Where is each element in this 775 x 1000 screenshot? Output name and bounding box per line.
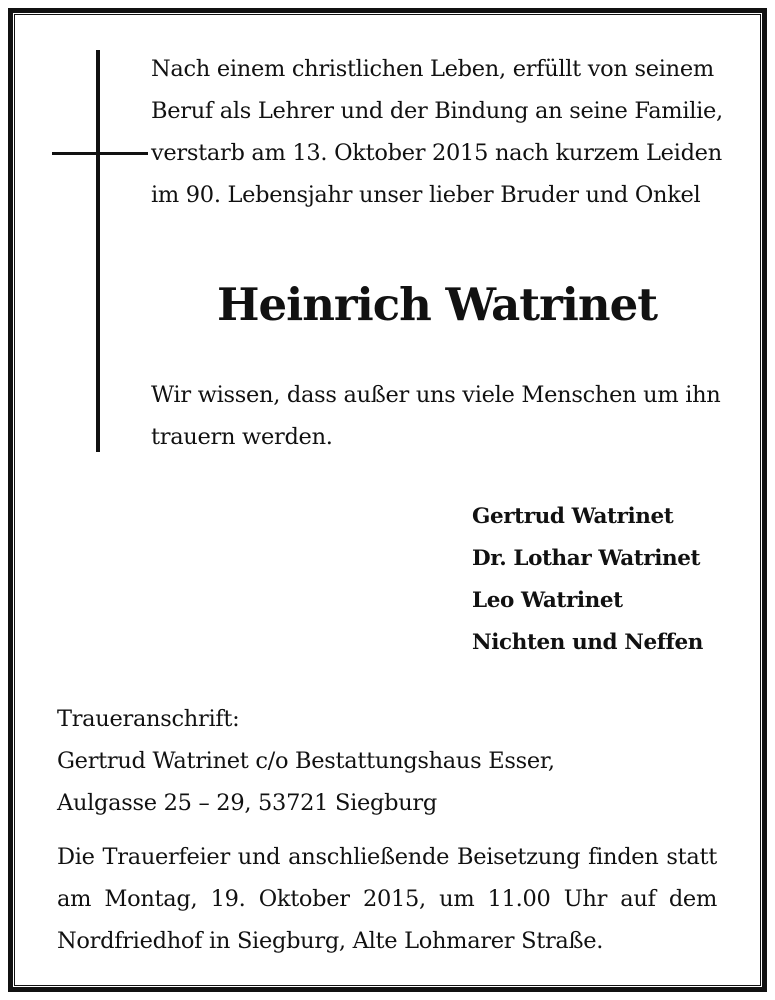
address-label: Traueranschrift: <box>57 706 240 732</box>
mourner-name: Gertrud Watrinet <box>472 504 674 529</box>
service-line: Nordfriedhof in Siegburg, Alte Lohmarer Straße. <box>57 928 604 954</box>
sentence-line: trauern werden. <box>151 424 333 450</box>
mourner-name: Dr. Lothar Watrinet <box>472 546 701 571</box>
sentence-line: Wir wissen, dass außer uns viele Menschen um ihn <box>151 382 721 408</box>
intro-paragraph <box>151 48 731 216</box>
mourner-name: Nichten und Neffen <box>472 630 703 655</box>
service-line: am Montag, 19. Oktober 2015, um 11.00 Uhr auf dem <box>57 886 717 912</box>
intro-line: verstarb am 13. Oktober 2015 nach kurzem Leiden <box>151 140 722 166</box>
mourners-list <box>472 496 752 664</box>
cross-horizontal-bar <box>52 152 148 155</box>
mourner-name: Leo Watrinet <box>472 588 623 613</box>
intro-line: Nach einem christlichen Leben, erfüllt von seinem <box>151 56 714 82</box>
address-line: Aulgasse 25 – 29, 53721 Siegburg <box>57 790 437 816</box>
cross-vertical-bar <box>96 50 100 452</box>
service-line: Die Trauerfeier und anschließende Beisetzung finden statt <box>57 844 717 870</box>
deceased-name: Heinrich Watrinet <box>216 278 658 331</box>
intro-line: im 90. Lebensjahr unser lieber Bruder und Onkel <box>151 182 701 208</box>
intro-line: Beruf als Lehrer und der Bindung an seine Familie, <box>151 98 723 124</box>
funeral-service-info <box>57 836 717 962</box>
address-line: Gertrud Watrinet c/o Bestattungshaus Esser, <box>57 748 555 774</box>
mourning-sentence <box>151 374 731 458</box>
mourning-address <box>57 698 737 824</box>
